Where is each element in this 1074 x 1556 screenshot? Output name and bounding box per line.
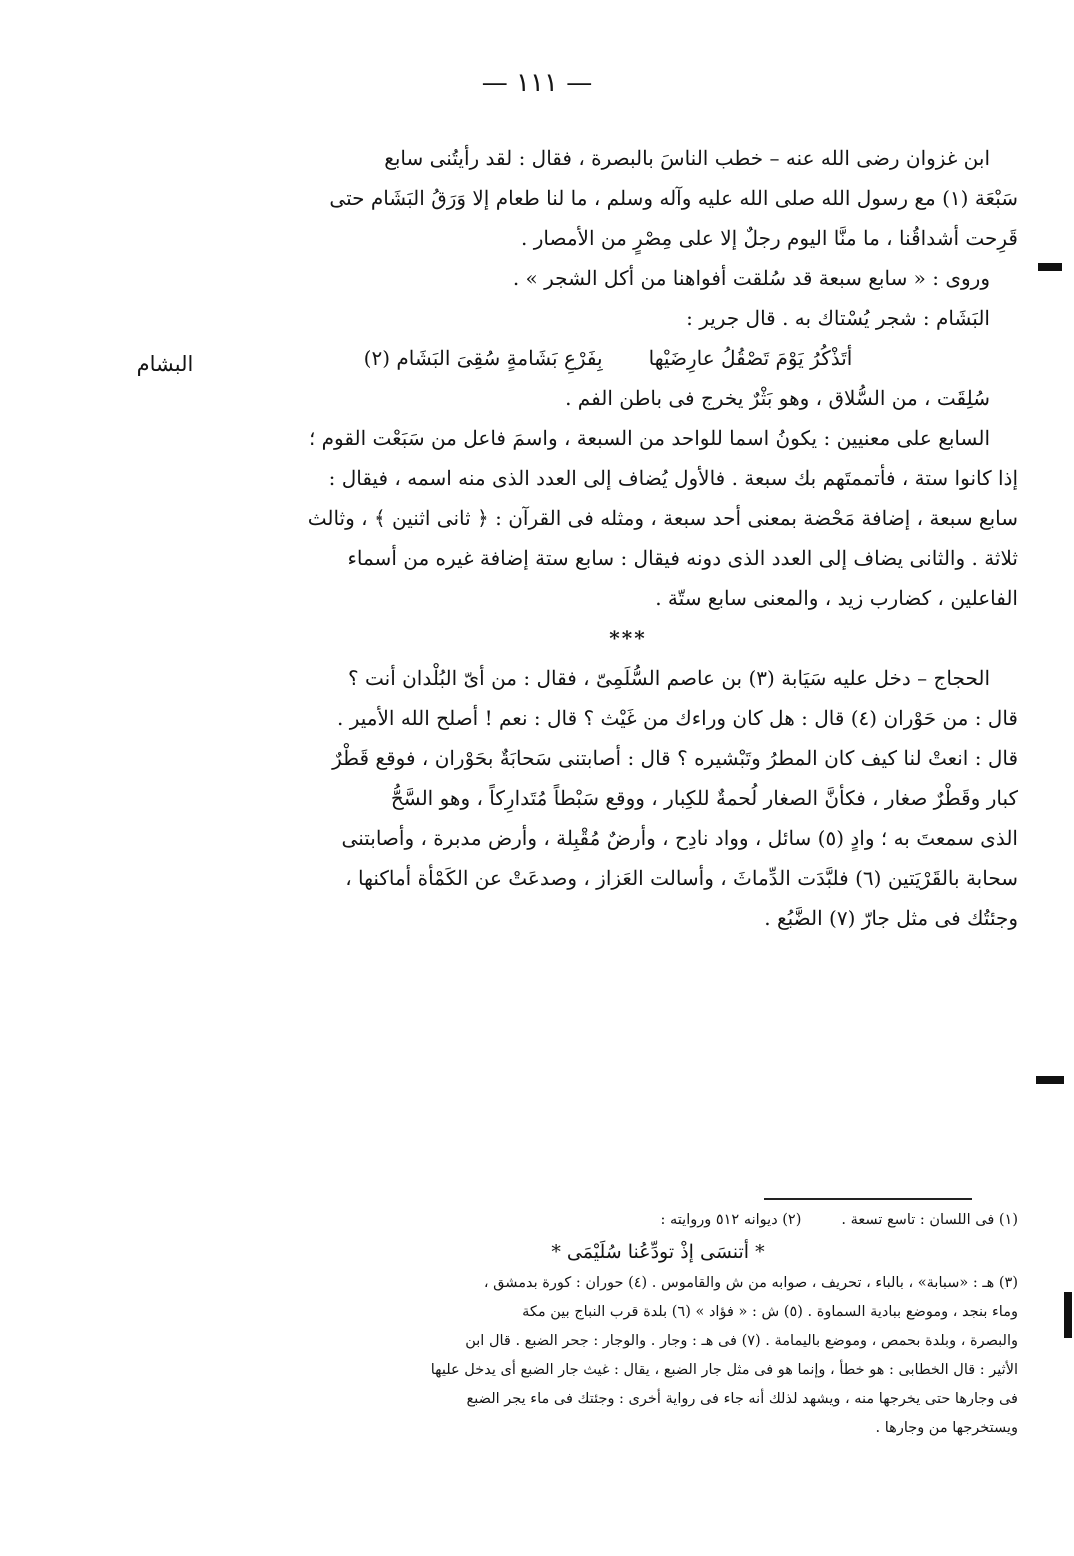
margin-mark bbox=[1064, 1292, 1072, 1338]
margin-keyword: البشام bbox=[136, 352, 194, 376]
verse-second-hemistich: بِفَرْعِ بَشَامةٍ سُقِىَ البَشَام (٢) bbox=[363, 346, 603, 370]
text-line: ثلاثة . والثانى يضاف إلى العدد الذى دونه فيقال : سابع ستة إضافة غيره من أسماء bbox=[347, 546, 1018, 570]
text-line: سَبْعَة (١) مع رسول الله صلى الله عليه وآله وسلم ، ما لنا طعام إلا وَرَقُ البَشَام حتى bbox=[329, 186, 1018, 210]
footnote-line: والبصرة ، وبلدة بحمص ، وموضع باليمامة . (٧) فى هـ : وجار . والوجار : جحر الضبع . قال ابن bbox=[465, 1333, 1018, 1349]
footnote-row bbox=[238, 1206, 1018, 1235]
footnote-line: ويستخرجها من وجارها . bbox=[875, 1420, 1018, 1436]
text-line: سُلِقَت ، من السُّلاق ، وهو بَثْرٌ يخرج فى باطن الفم . bbox=[565, 386, 990, 410]
text-line: سابع سبعة ، إضافة مَحْضة بمعنى أحد سبعة ، ومثله فى القرآن : ﴿ ثانى اثنين ﴾ ، وثالث bbox=[307, 506, 1018, 530]
footnote-line: وماء بنجد ، وموضع ببادية السماوة . (٥) ش : « فؤاد » (٦) بلدة قرب النباج بين مكة bbox=[522, 1304, 1018, 1320]
text-line: قال : من حَوْران (٤) قال : هل كان وراءك من غَيْث ؟ قال : نعم ! أصلح الله الأمير . bbox=[337, 706, 1018, 730]
footnote-verse: * أتنسَى إذْ تودِّعُنا سُلَيْمَى * bbox=[551, 1241, 765, 1263]
footnote-line: فى وجارها حتى يخرجها منه ، ويشهد لذلك أنه جاء فى رواية أخرى : وجئتك فى ماء يجر الضبع bbox=[466, 1391, 1018, 1407]
footnote-line: الأثير : قال الخطابى : هو خطأ ، وإنما هو فى مثل جار الضبع ، يقال : غيث جار الضبع أى يدخل عليها bbox=[430, 1362, 1018, 1378]
text-line: ابن غزوان رضى الله عنه – خطب الناسَ بالبصرة ، فقال : لقد رأيتُنى سابع bbox=[384, 146, 990, 170]
footnote-line: (٣) هـ : «سبابة» ، بالباء ، تحريف ، صوابه من ش والقاموس . (٤) حوران : كورة بدمشق ، bbox=[483, 1275, 1018, 1291]
footnote-rule bbox=[764, 1198, 972, 1200]
text-line: سحابة بالقَرْيَتين (٦) فلبَّدَت الدِّماثَ ، وأسالت العَزاز ، وصدعَتْ عن الكَمْأة أماكنها ، bbox=[345, 866, 1018, 890]
word-definition: البَشَام : شجر يُسْتاك به . قال جرير : bbox=[686, 306, 990, 330]
main-text bbox=[238, 138, 1018, 938]
text-line: الحجاج – دخل عليه سَيَابة (٣) بن عاصم السُّلَمِىّ ، فقال : من أىّ البُلْدان أنت ؟ bbox=[348, 666, 990, 690]
footnote-2: (٢) ديوانه ٥١٢ وروايته : bbox=[660, 1212, 802, 1228]
margin-mark bbox=[1036, 1076, 1064, 1084]
poem-verse bbox=[238, 338, 1018, 378]
text-line: إذا كانوا ستة ، فأتممتَهم بك سبعة . فالأول يُضاف إلى العدد الذى منه اسمه ، فيقال : bbox=[328, 466, 1018, 490]
footnote-1: (١) فى اللسان : تاسع تسعة . bbox=[841, 1212, 1018, 1228]
margin-mark bbox=[1038, 263, 1062, 271]
verse-first-hemistich: أتَذْكُرُ يَوْمَ تَصْقُلُ عارِضَيْها bbox=[648, 346, 853, 370]
text-line: السابع على معنيين : يكونُ اسما للواحد من السبعة ، واسمَ فاعل من سَبَعْت القوم ؛ bbox=[308, 426, 990, 450]
page-number: — ١١١ — bbox=[481, 68, 593, 98]
section-separator: *** bbox=[609, 626, 647, 650]
variant-reading: وروى : « سابع سبعة قد سُلقت أفواهنا من أكل الشجر » . bbox=[512, 266, 990, 290]
text-line: كبار وقَطْرٌ صغار ، فكأنَّ الصغار لُحمةٌ للكِبار ، ووقع سَبْطاً مُتَدارِكاً ، وهو السَّحُّ bbox=[390, 786, 1018, 810]
margin-mark bbox=[1046, 522, 1058, 534]
text-line: قَرِحت أشداقُنا ، ما منَّا اليوم رجلٌ إلا على مِصْرٍ من الأمصار . bbox=[521, 226, 1018, 250]
text-line: وجئتُك فى مثل جارّ (٧) الضَّبُع . bbox=[764, 906, 1018, 930]
footnotes bbox=[238, 1206, 1018, 1443]
text-line: الفاعلين ، كضارب زيد ، والمعنى سابع ستّة . bbox=[655, 586, 1018, 610]
text-line: الذى سمعتَ به ؛ وادٍ (٥) سائل ، وواد نادِح ، وأرضٌ مُقْبِلة ، وأرض مدبرة ، وأصابتنى bbox=[341, 826, 1018, 850]
text-line: قال : انعتْ لنا كيف كان المطرُ وتَبْشيره ؟ قال : أصابتنى سَحابَةٌ بحَوْران ، فوقع قَطْرٌ bbox=[332, 746, 1018, 770]
